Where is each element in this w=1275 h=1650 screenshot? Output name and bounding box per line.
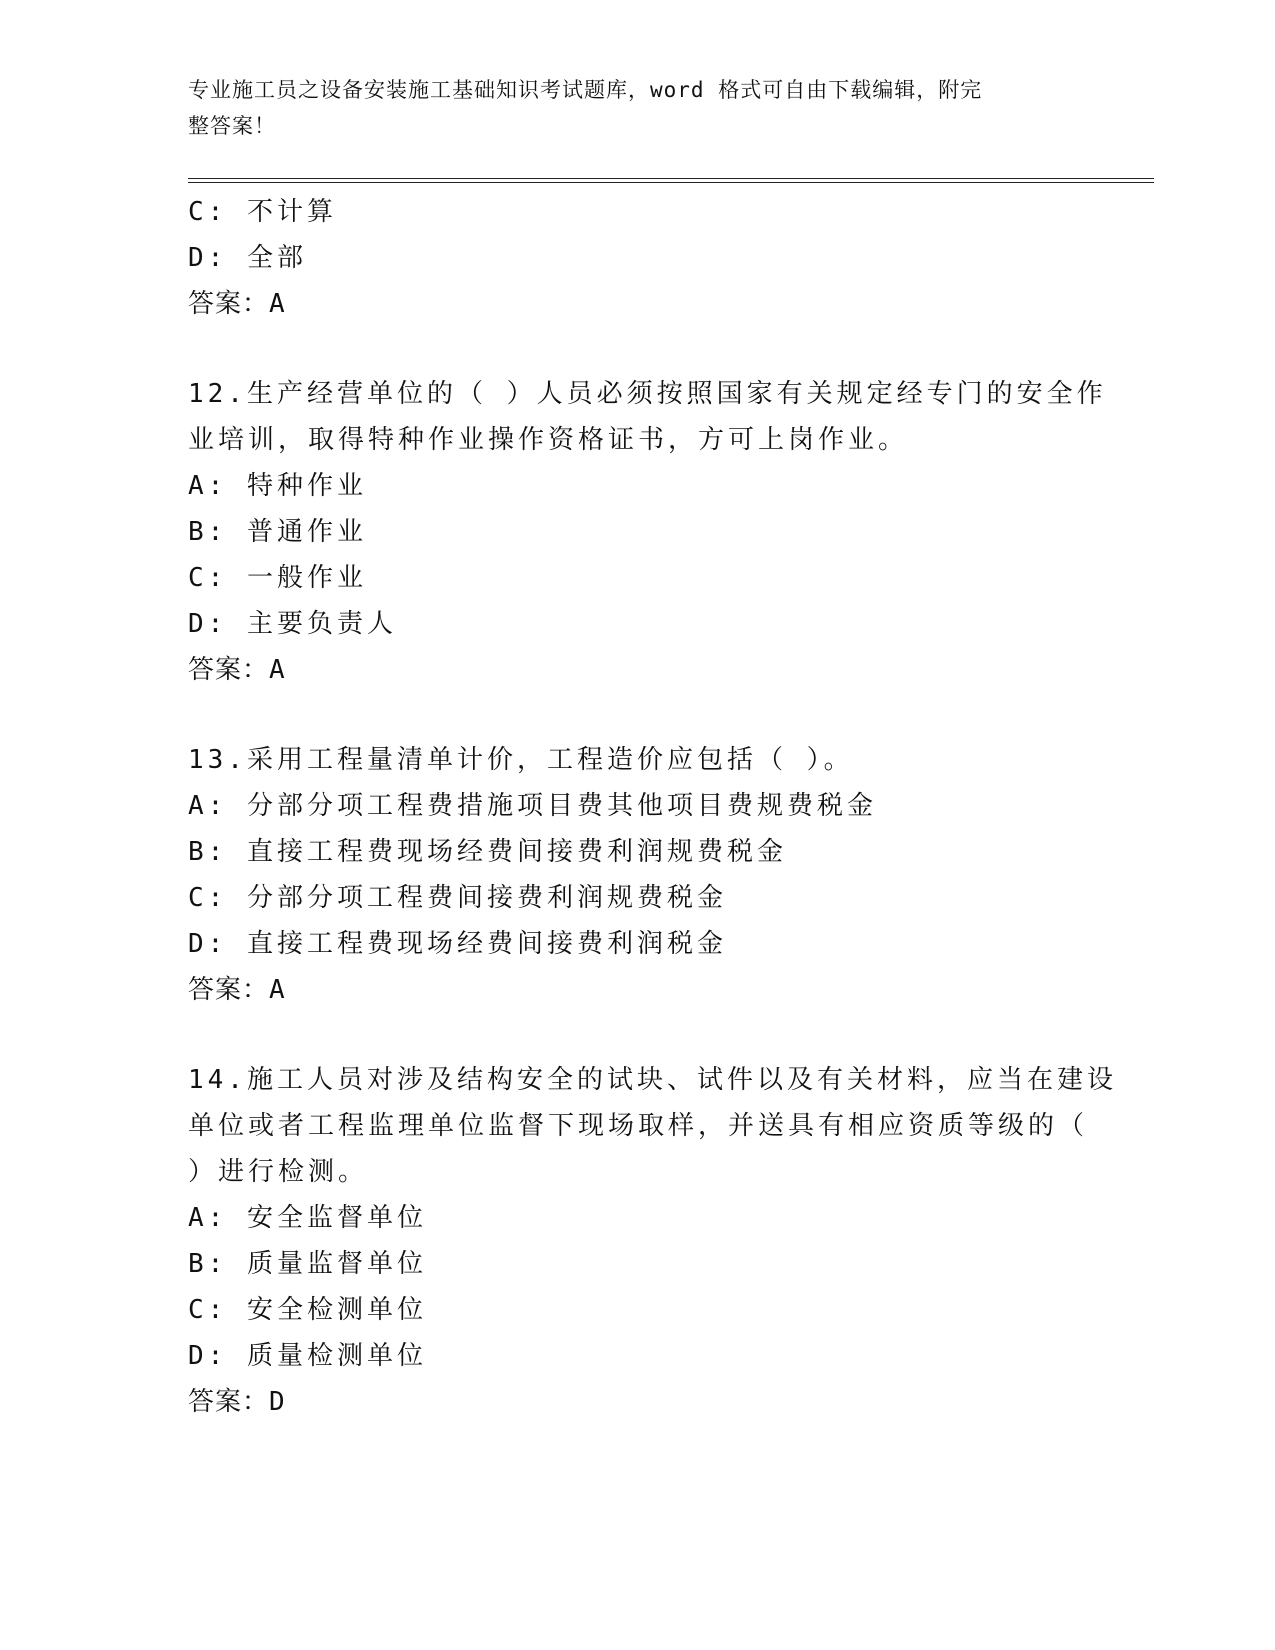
- document-page: [188, 0, 1154, 1650]
- answer-label: 答案：: [188, 655, 270, 685]
- option-d: [188, 235, 1154, 281]
- option-text: 普通作业: [246, 517, 367, 547]
- option-label: C:: [188, 1295, 228, 1325]
- option-a: [188, 783, 1154, 829]
- option-text: 全部: [246, 243, 307, 273]
- option-label: B:: [188, 1249, 228, 1279]
- option-text: 安全监督单位: [246, 1203, 427, 1233]
- option-c: [188, 189, 1154, 235]
- option-label: C:: [188, 197, 228, 227]
- header-line-1: 专业施工员之设备安装施工基础知识考试题库，word 格式可自由下载编辑，附完: [188, 78, 983, 102]
- question-text-line: 12.生产经营单位的（ ）人员必须按照国家有关规定经专门的安全作: [188, 379, 1107, 409]
- answer-line: [188, 1379, 1154, 1425]
- header-divider: [188, 178, 1154, 183]
- option-text: 主要负责人: [246, 609, 397, 639]
- answer-value: A: [269, 975, 286, 1005]
- option-text: 质量监督单位: [246, 1249, 427, 1279]
- option-label: A:: [188, 471, 228, 501]
- header-line-2: 整答案！: [188, 114, 276, 138]
- option-b: [188, 509, 1154, 555]
- option-text: 特种作业: [246, 471, 367, 501]
- option-c: [188, 875, 1154, 921]
- option-d: [188, 1333, 1154, 1379]
- answer-line: [188, 967, 1154, 1013]
- option-text: 直接工程费现场经费间接费利润规费税金: [246, 837, 787, 867]
- option-a: [188, 463, 1154, 509]
- question-text-line: 单位或者工程监理单位监督下现场取样，并送具有相应资质等级的（: [188, 1111, 1089, 1141]
- page-header: [188, 72, 1068, 144]
- option-b: [188, 1241, 1154, 1287]
- option-label: D:: [188, 929, 228, 959]
- answer-value: A: [269, 289, 286, 319]
- option-b: [188, 829, 1154, 875]
- option-label: C:: [188, 883, 228, 913]
- spacer: [188, 693, 1154, 737]
- option-text: 不计算: [246, 197, 337, 227]
- option-label: A:: [188, 791, 228, 821]
- question-list: [188, 189, 1154, 1425]
- option-text: 分部分项工程费间接费利润规费税金: [246, 883, 727, 913]
- question-14: [188, 1057, 1154, 1425]
- option-label: B:: [188, 837, 228, 867]
- option-a: [188, 1195, 1154, 1241]
- question-text-line: 14.施工人员对涉及结构安全的试块、试件以及有关材料，应当在建设: [188, 1065, 1117, 1095]
- option-label: B:: [188, 517, 228, 547]
- option-text: 直接工程费现场经费间接费利润税金: [246, 929, 727, 959]
- answer-label: 答案：: [188, 1387, 270, 1417]
- answer-label: 答案：: [188, 289, 270, 319]
- option-c: [188, 1287, 1154, 1333]
- option-d: [188, 921, 1154, 967]
- answer-line: [188, 281, 1154, 327]
- question-12: [188, 371, 1154, 693]
- option-text: 一般作业: [246, 563, 367, 593]
- option-label: A:: [188, 1203, 228, 1233]
- question-13: [188, 737, 1154, 1013]
- option-label: D:: [188, 243, 228, 273]
- option-label: D:: [188, 609, 228, 639]
- option-text: 质量检测单位: [246, 1341, 427, 1371]
- answer-value: D: [269, 1387, 286, 1417]
- option-label: C:: [188, 563, 228, 593]
- question-text-line: ）进行检测。: [188, 1157, 369, 1187]
- question-text-line: 业培训，取得特种作业操作资格证书，方可上岗作业。: [188, 425, 909, 455]
- question-11-continuation: [188, 189, 1154, 327]
- option-label: D:: [188, 1341, 228, 1371]
- spacer: [188, 1013, 1154, 1057]
- option-text: 安全检测单位: [246, 1295, 427, 1325]
- answer-value: A: [269, 655, 286, 685]
- question-text-line: 13.采用工程量清单计价，工程造价应包括（ ）。: [188, 745, 854, 775]
- option-d: [188, 601, 1154, 647]
- option-c: [188, 555, 1154, 601]
- option-text: 分部分项工程费措施项目费其他项目费规费税金: [246, 791, 877, 821]
- answer-label: 答案：: [188, 975, 270, 1005]
- spacer: [188, 327, 1154, 371]
- answer-line: [188, 647, 1154, 693]
